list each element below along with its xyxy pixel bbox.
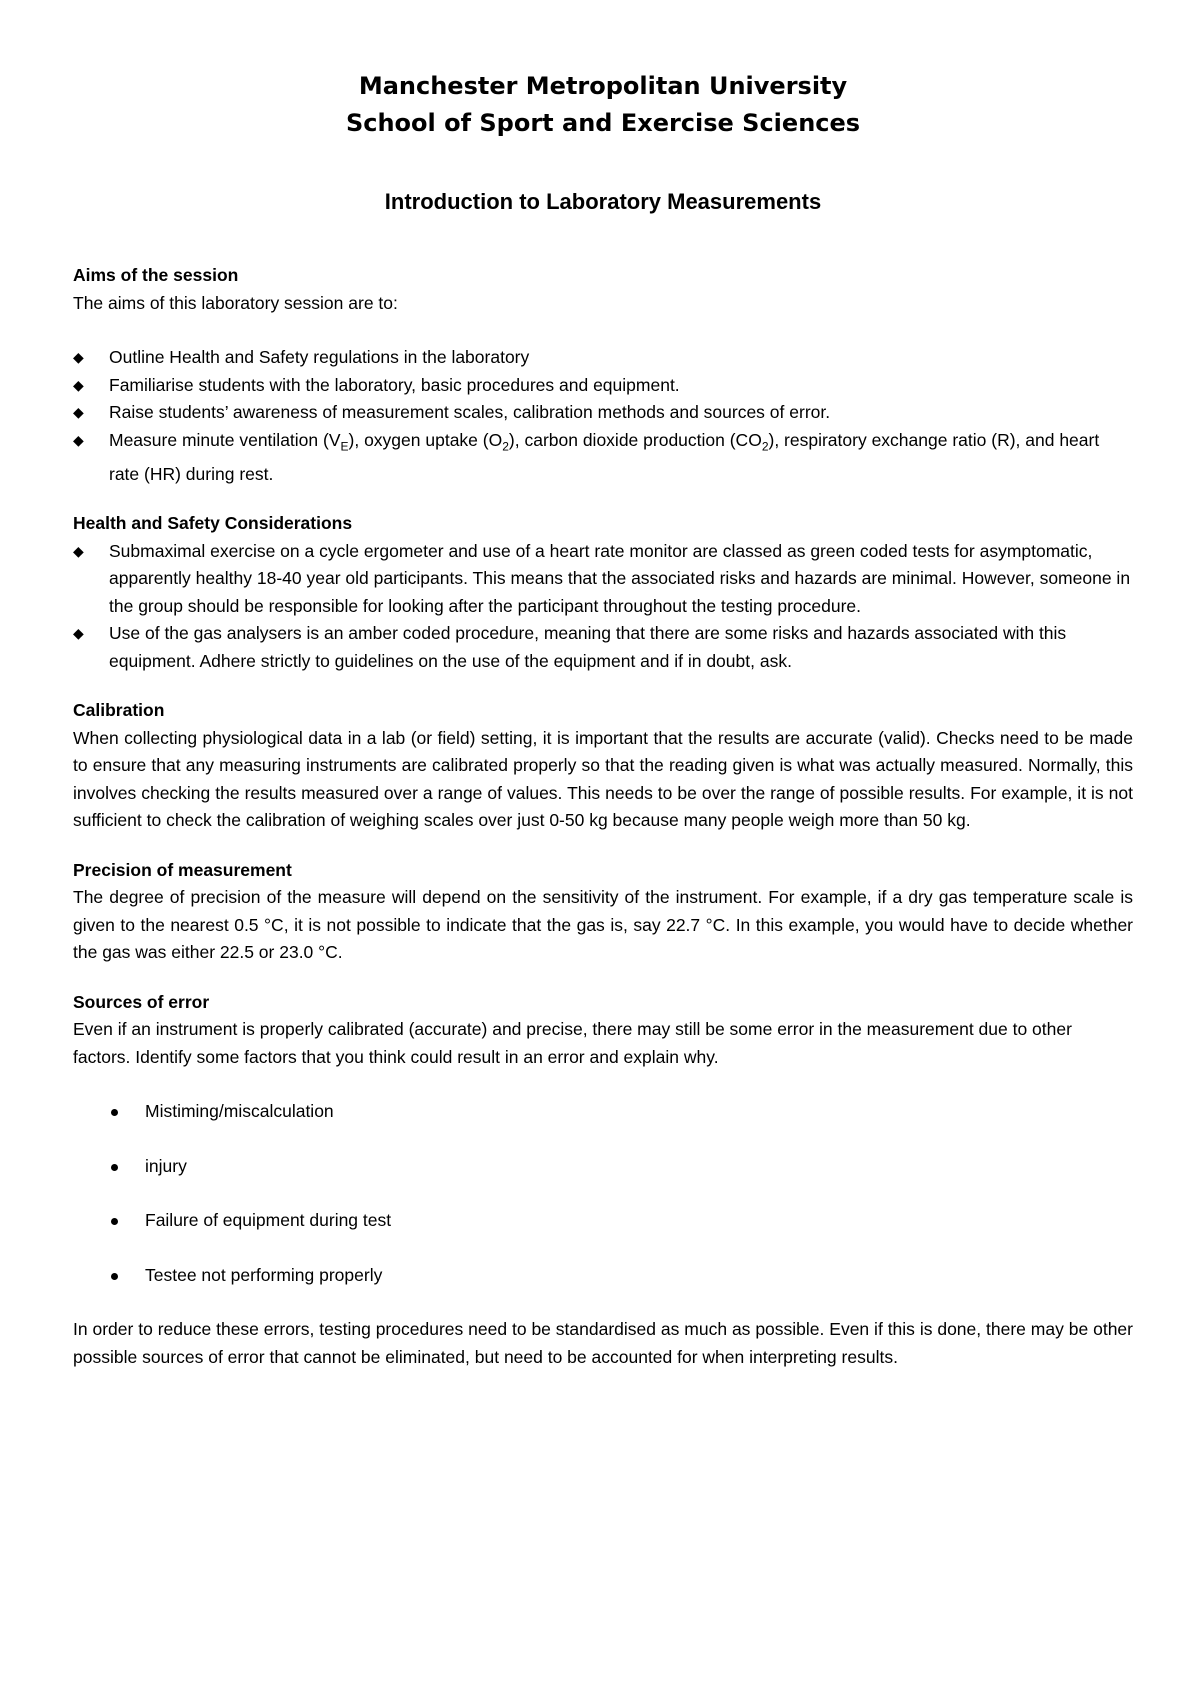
diamond-bullet-icon: ◆ <box>73 625 84 641</box>
errors-heading: Sources of error <box>73 991 210 1012</box>
bullet-dot-icon <box>111 1218 118 1225</box>
health-heading: Health and Safety Considerations <box>73 513 353 533</box>
diamond-bullet-icon: ◆ <box>73 376 84 393</box>
errors-section <box>73 989 1133 1372</box>
list-item: ◆ Use of the gas analysers is an amber coded procedure, meaning that there are some risks and hazards associated with this equipment. Adhere strictly to guidelines on the use of the equipment and if in doubt, ask. <box>73 620 1133 675</box>
calibration-text: When collecting physiological data in a lab (or field) setting, it is important that the results are accurate (valid). Checks need to be made to ensure that any measuring instruments are calibrated properly so that the reading given is what was actually measured. Normally, this involves checking the results measured over a range of values. This needs to be over the range of possible results. For example, it is not sufficient to check the calibration of weighing scales over just 0-50 kg because many people weigh more than 50 kg. <box>73 727 1133 830</box>
document-page <box>73 68 1133 1371</box>
calibration-heading: Calibration <box>73 700 165 720</box>
bullet-dot-icon <box>111 1109 118 1116</box>
health-list <box>73 538 1133 676</box>
document-subtitle: Introduction to Laboratory Measurements <box>384 189 822 214</box>
precision-section <box>73 857 1133 967</box>
list-item: Failure of equipment during test <box>73 1207 1133 1235</box>
aims-heading: Aims of the session <box>73 265 239 285</box>
diamond-bullet-icon: ◆ <box>73 404 84 420</box>
bullet-dot-icon <box>111 1164 118 1171</box>
aims-list <box>73 344 1133 488</box>
calibration-section <box>73 697 1133 835</box>
list-item: Testee not performing properly <box>73 1262 1133 1290</box>
health-section <box>73 510 1133 675</box>
errors-closing: In order to reduce these errors, testing procedures need to be standardised as much as possible. Even if this is done, there may be other possible sources of error that cannot be eliminated, but need to be accounted for when interpreting results. <box>73 1319 1133 1367</box>
precision-text: The degree of precision of the measure will depend on the sensitivity of the instrument. For example, if a dry gas temperature scale is given to the nearest 0.5 °C, it is not possible to indicate that the gas is, say 22.7 °C. In this example, you would have to decide whether the gas was either 22.5 or 23.0 °C. <box>73 887 1133 962</box>
precision-heading: Precision of measurement <box>73 859 292 880</box>
errors-list <box>73 1098 1133 1289</box>
university-title: Manchester Metropolitan University <box>358 72 848 100</box>
list-item: ◆ Submaximal exercise on a cycle ergometer and use of a heart rate monitor are classed as green coded tests for asymptomatic, apparently healthy 18-40 year old participants. This means that the associated risks and hazards are minimal. However, someone in the group should be responsible for looking after the participant throughout the testing procedure. <box>73 538 1133 621</box>
list-item: ◆ Familiarise students with the laboratory, basic procedures and equipment. <box>73 372 1133 400</box>
list-item: ◆ Outline Health and Safety regulations in the laboratory <box>73 344 1133 372</box>
bullet-dot-icon <box>111 1273 118 1280</box>
list-item: ◆ Measure minute ventilation $(V_E)$, oxygen uptake $(O_2)$, carbon dioxide production $(CO_2)$, respiratory exchange ratio (R), and heart rate (HR) during rest. <box>73 427 1133 489</box>
diamond-bullet-icon: ◆ <box>73 349 84 365</box>
diamond-bullet-icon: ◆ <box>73 542 84 559</box>
aims-section <box>73 262 1133 488</box>
list-item: ◆ Raise students’ awareness of measurement scales, calibration methods and sources of error. <box>73 399 1133 427</box>
diamond-bullet-icon: ◆ <box>73 431 84 448</box>
list-item: Mistiming/miscalculation <box>73 1098 1133 1126</box>
aims-intro: The aims of this laboratory session are to: <box>73 292 398 313</box>
school-title: School of Sport and Exercise Sciences <box>345 109 861 137</box>
errors-text: Even if an instrument is properly calibrated (accurate) and precise, there may still be some error in the measurement due to other factors. Identify some factors that you think could result in an error and explain why. <box>73 1019 1072 1067</box>
list-item: injury <box>73 1153 1133 1181</box>
